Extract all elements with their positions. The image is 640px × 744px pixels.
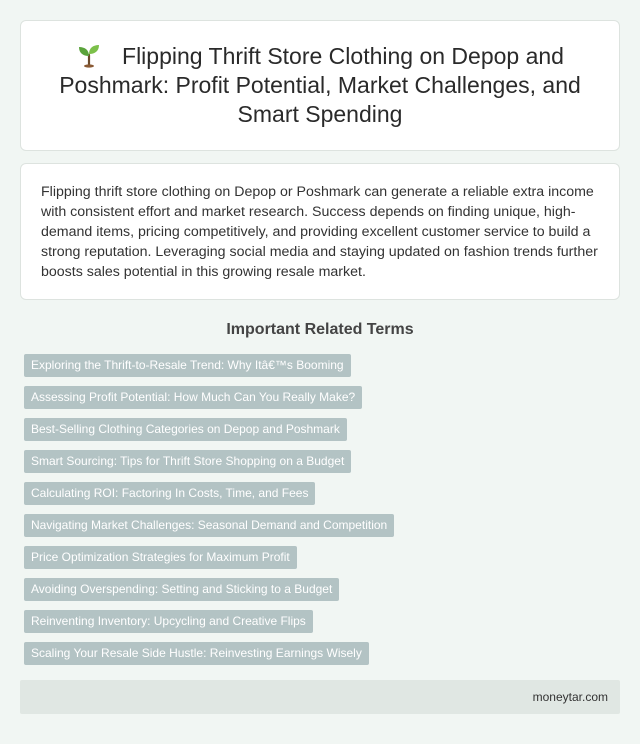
related-term-tag[interactable]: Reinventing Inventory: Upcycling and Creative Flips — [24, 610, 313, 633]
related-term-tag[interactable]: Navigating Market Challenges: Seasonal Demand and Competition — [24, 514, 394, 537]
related-term-tag[interactable]: Assessing Profit Potential: How Much Can You Really Make? — [24, 386, 362, 409]
related-terms-heading: Important Related Terms — [226, 321, 414, 338]
footer-bar — [20, 680, 620, 714]
related-term-tag[interactable]: Best-Selling Clothing Categories on Depop and Poshmark — [24, 418, 347, 441]
page-title — [45, 42, 595, 129]
related-term-tag[interactable]: Avoiding Overspending: Setting and Sticking to a Budget — [24, 578, 339, 601]
footer-site-link[interactable]: moneytar.com — [532, 690, 608, 704]
related-terms-list — [24, 354, 616, 674]
summary-card — [20, 163, 620, 300]
related-term-tag[interactable]: Smart Sourcing: Tips for Thrift Store Shopping on a Budget — [24, 450, 351, 473]
related-term-tag[interactable]: Price Optimization Strategies for Maximum Profit — [24, 546, 297, 569]
related-term-tag[interactable]: Calculating ROI: Factoring In Costs, Time, and Fees — [24, 482, 315, 505]
header-card — [20, 20, 620, 151]
summary-text: Flipping thrift store clothing on Depop or Poshmark can generate a reliable extra income with consistent effort and market research. Success depends on finding unique, high-demand items, pricing competitively, and providing excellent customer service to build a strong reputation. Leveraging social media and staying updated on fashion trends further boosts sales potential in this growing resale market. — [41, 184, 598, 280]
related-term-tag[interactable]: Exploring the Thrift-to-Resale Trend: Why Itâ€™s Booming — [24, 354, 351, 377]
seedling-icon — [76, 42, 102, 68]
page-title-text: Flipping Thrift Store Clothing on Depop and Poshmark: Profit Potential, Market Challenges, and Smart Spending — [59, 43, 581, 127]
related-term-tag[interactable]: Scaling Your Resale Side Hustle: Reinvesting Earnings Wisely — [24, 642, 369, 665]
